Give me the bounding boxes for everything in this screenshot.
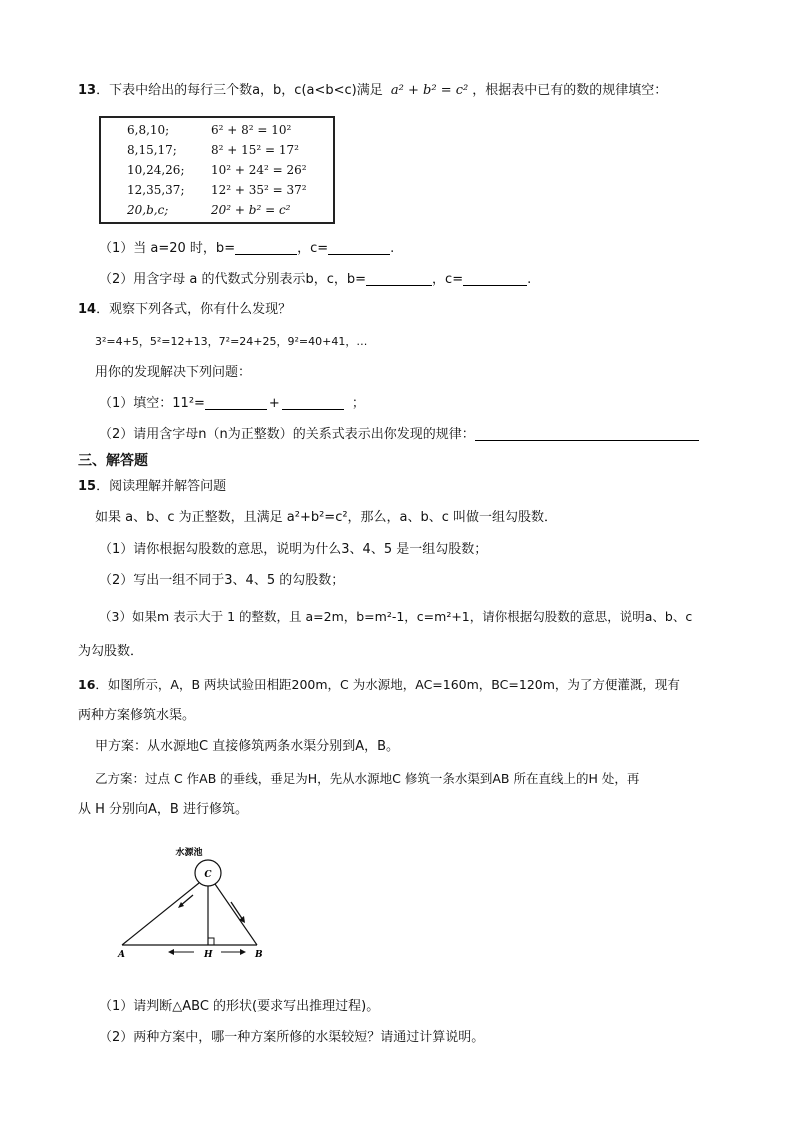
q15-stem [78, 478, 226, 496]
q16-plan-b-line1: 乙方案：过点 C 作AB 的垂线，垂足为H，先从水源地C 修筑一条水渠到AB 所在直线上的H 处，再 [95, 771, 640, 786]
segment-cb [215, 884, 257, 945]
q16-plan-a: 甲方案：从水源地C 直接修筑两条水渠分别到A，B。 [95, 739, 400, 754]
q16-part2: （2）两种方案中，哪一种方案所修的水渠较短？请通过计算说明。 [99, 1030, 485, 1045]
table-row [101, 180, 333, 200]
table-cell-triple: 8,15,17; [127, 143, 177, 157]
table-cell-equation: 8² + 15² = 17² [211, 143, 299, 157]
q13-stem-text-a: ．下表中给出的每行三个数a，b，c(a<b<c)满足 [96, 83, 383, 98]
section-title: 三、解答题 [78, 453, 148, 469]
table-row [101, 140, 333, 160]
q15-part3-line2: 为勾股数． [78, 644, 144, 659]
q13-part2-text-c: ，c= [432, 272, 464, 287]
q14-number: 14 [78, 302, 97, 317]
q13-part2-text: （2）用含字母 a 的代数式分别表示b，c，b= [99, 272, 367, 287]
q15-number: 15 [78, 479, 97, 494]
table-cell-equation: 12² + 35² = 37² [211, 183, 307, 197]
q14-part1 [99, 395, 365, 413]
q13-part1 [99, 240, 394, 258]
label-c: C [204, 870, 212, 880]
answer-blank-b[interactable] [235, 240, 297, 255]
table-cell-triple: 10,24,26; [127, 163, 185, 177]
q16-stem-text: ．如图所示，A，B 两块试验田相距200m，C 为水源地，AC=160m，BC=120m，为了方便灌溉，现有 [95, 677, 680, 692]
label-b: B [255, 950, 263, 960]
q14-part1-end: ； [351, 396, 365, 411]
answer-blank-1[interactable] [205, 395, 267, 410]
table-cell-triple: 6,8,10; [127, 123, 170, 137]
label-a: A [118, 950, 125, 960]
table-row [101, 160, 333, 180]
answer-blank-rule[interactable] [475, 426, 699, 441]
q13-stem [78, 82, 667, 100]
arrow-h-to-a-head [168, 949, 174, 955]
q13-part2 [99, 271, 531, 289]
label-h: H [204, 950, 213, 960]
q14-stem [78, 301, 291, 319]
q13-stem-text-b: ，根据表中已有的数的规律填空： [472, 83, 668, 98]
q15-stem-text: ．阅读理解并解答问题 [96, 479, 227, 494]
q14-examples: 3²=4+5，5²=12+13，7²=24+25，9²=40+41，… [95, 335, 368, 348]
q14-plus: + [268, 396, 280, 411]
q13-formula: a² + b² = c² [390, 83, 469, 98]
q14-instruction: 用你的发现解决下列问题： [95, 365, 252, 380]
table-cell-equation: 20² + b² = c² [211, 203, 291, 217]
table-cell-triple: 12,35,37; [127, 183, 185, 197]
q15-part3-line1: （3）如果m 表示大于 1 的整数，且 a=2m，b=m²-1，c=m²+1，请你根据勾股数的意思，说明a、b、c [99, 609, 693, 624]
q16-stem-line2: 两种方案修筑水渠。 [78, 708, 196, 723]
q14-part2 [99, 426, 699, 444]
q16-part1: （1）请判断△ABC 的形状(要求写出推理过程)。 [99, 999, 380, 1014]
q16-number: 16 [78, 677, 96, 692]
table-cell-equation: 6² + 8² = 10² [211, 123, 292, 137]
q15-part1: （1）请你根据勾股数的意思，说明为什么3、4、5 是一组勾股数； [99, 542, 488, 557]
q13-number: 13 [78, 83, 97, 98]
table-cell-triple: 20,b,c; [127, 203, 169, 217]
arrow-to-b-head [239, 916, 245, 923]
table-cell-equation: 10² + 24² = 26² [211, 163, 307, 177]
answer-blank-c-expr[interactable] [463, 271, 527, 286]
q13-part2-end: . [527, 272, 532, 287]
table-row [101, 120, 333, 140]
segment-ca [122, 883, 199, 945]
table-row [101, 200, 333, 220]
arrow-h-to-b-head [240, 949, 246, 955]
q15-intro: 如果 a、b、c 为正整数，且满足 a²+b²=c²，那么，a、b、c 叫做一组勾股数． [95, 510, 558, 525]
q16-stem-line1 [78, 676, 680, 694]
q14-part1-text: （1）填空：11²= [99, 396, 205, 411]
q13-part1-text-c: ，c= [297, 241, 329, 256]
q14-part2-text: （2）请用含字母n（n为正整数）的关系式表示出你发现的规律： [99, 427, 475, 442]
q15-part2: （2）写出一组不同于3、4、5 的勾股数； [99, 573, 345, 588]
arrow-to-b-shaft [231, 902, 243, 920]
q13-part1-end: . [390, 241, 395, 256]
right-angle-mark [208, 938, 214, 945]
q16-triangle-diagram [110, 842, 280, 967]
q13-part1-text: （1）当 a=20 时，b= [99, 241, 236, 256]
q13-table [99, 116, 335, 224]
answer-blank-2[interactable] [282, 395, 344, 410]
q14-stem-text: ．观察下列各式，你有什么发现？ [96, 302, 292, 317]
q16-plan-b-line2: 从 H 分别向A，B 进行修筑。 [78, 802, 248, 817]
diagram-title: 水源池 [175, 848, 203, 858]
answer-blank-b-expr[interactable] [366, 271, 432, 286]
answer-blank-c[interactable] [328, 240, 390, 255]
